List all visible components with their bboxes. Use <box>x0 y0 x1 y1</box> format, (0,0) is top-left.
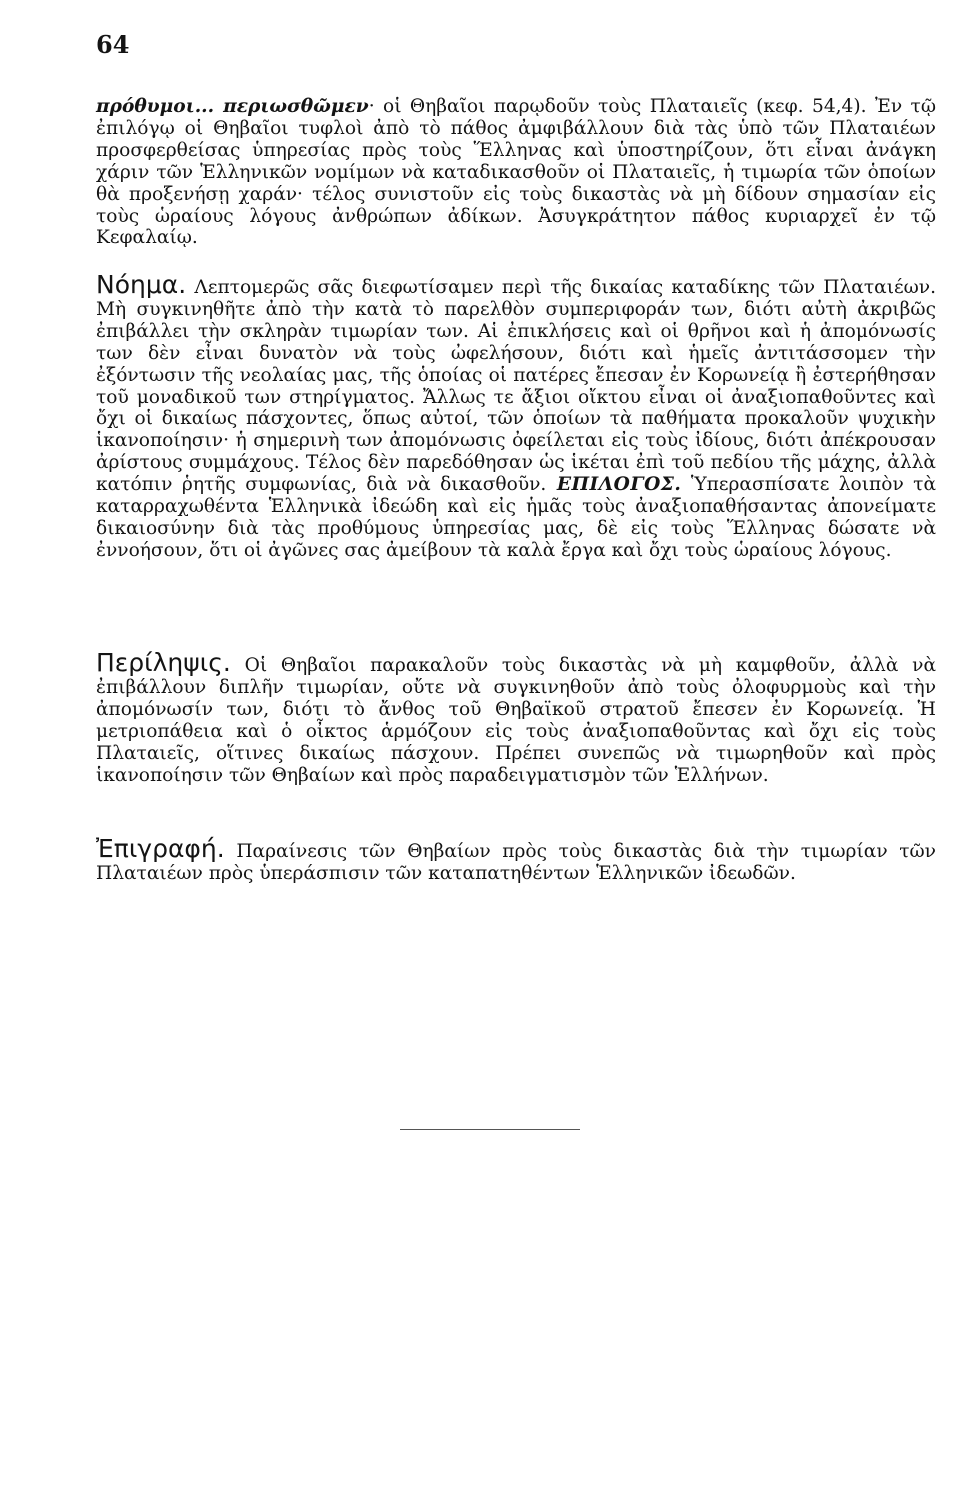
intro-text: · οἱ Θηβαῖοι παρῳδοῦν τοὺς Πλαταιεῖς (κεφ. 54,4). Ἐν τῷ ἐπιλόγῳ οἱ Θηβαῖοι τυφλοὶ ἀπὸ τὸ πάθος ἀμφιβάλλουν διὰ τὰς ὑπὸ τῶν Πλαταιέων προσφερθείσας ὑπηρεσίας πρὸς τοὺς Ἕλληνας καὶ ὑποστηρίζουν, ὅτι εἶναι ἀνάγκη χάριν τῶν Ἑλληνικῶν νομίμων νὰ καταδικασθοῦν οἱ Πλαταιεῖς, ἡ τιμωρία τῶν ὁποίων θὰ προξενήσῃ χαράν· τέλος συνιστοῦν εἰς τοὺς δικαστὰς νὰ μὴ δίδουν σημασίαν εἰς τοὺς ὡραίους λόγους ἀνθρώπων ἀδίκων. Ἀσυγκράτητον πάθος κυριαρχεῖ ἐν τῷ Κεφαλαίῳ. <box>96 96 936 249</box>
perilipsis-text: Οἱ Θηβαῖοι παρακαλοῦν τοὺς δικαστὰς νὰ μὴ καμφθοῦν, ἀλλὰ νὰ ἐπιβάλλουν διπλῆν τιμωρίαν, οὔτε νὰ συγκινηθοῦν ἀπὸ τοὺς ὀλοφυρμοὺς καὶ τὴν ἀπομόνωσίν των, διότι τὸ ἄνθος τοῦ Θηβαϊκοῦ στρατοῦ ἔπεσεν ἐν Κορωνείᾳ. Ἡ μετριοπάθεια καὶ ὁ οἶκτος ἁρμόζουν εἰς τοὺς ἀναξιοπαθοῦντας καὶ ὄχι εἰς τοὺς Πλαταιεῖς, οἵτινες δικαίως πάσχουν. Πρέπει συνεπῶς νὰ τιμωρηθοῦν καὶ πρὸς ἱκανοποίησιν τῶν Θηβαίων καὶ πρὸς παραδειγματισμὸν τῶν Ἑλλήνων. <box>96 655 936 786</box>
noima-paragraph <box>96 270 936 562</box>
intro-lead-italic: πρόθυμοι... περιωσθῶμεν <box>96 96 369 117</box>
noima-label: Νόημα. <box>96 270 187 299</box>
noima-text-before: Λεπτομερῶς σᾶς διεφωτίσαμεν περὶ τῆς δικαίας καταδίκης τῶν Πλαταιέων. Μὴ συγκινηθῆτε ἀπὸ τὴν κατὰ τὸ παρελθὸν συμπεριφοράν των, διότι αὐτὴ ἀκριβῶς ἐπιβάλλει τὴν σκληρὰν τιμωρίαν των. Αἱ ἐπικλήσεις καὶ οἱ θρῆνοι καὶ ἡ ἀπομόνωσίς των δὲν εἶναι δυνατὸν νὰ τοὺς ὠφελήσουν, διότι καὶ ἡμεῖς ἀντιτάσσομεν τὴν ἐξόντωσιν τῆς νεολαίας μας, τῆς ὁποίας οἱ πατέρες ἔπεσαν ἐν Κορωνείᾳ ἢ ἐστερήθησαν τοῦ μοναδικοῦ των στηρίγματος. Ἄλλως τε ἄξιοι οἴκτου εἶναι οἱ ἀναξιοπαθοῦντες καὶ ὄχι οἱ δικαίως πάσχοντες, ὅπως αὐτοί, τῶν ὁποίων τὰ παθήματα προκαλοῦν ψυχικὴν ἱκανοποίησιν· ἡ σημερινὴ των ἀπομόνωσις ὀφείλεται εἰς τοὺς ἰδίους, διότι ἀπέκρουσαν ἀρίστους συμμάχους. Τέλος δὲν παρεδόθησαν ὡς ἱκέται ἐπὶ τοῦ πεδίου τῆς μάχης, ἀλλὰ κατόπιν ῥητῆς συμφωνίας, διὰ νὰ δικασθοῦν. <box>96 277 936 496</box>
epigrafi-text: Παραίνεσις τῶν Θηβαίων πρὸς τοὺς δικαστὰς διὰ τὴν τιμωρίαν τῶν Πλαταιέων πρὸς ὑπεράσπισιν τῶν καταπατηθέντων Ἑλληνικῶν ἰδεωδῶν. <box>96 841 936 884</box>
epigrafi-paragraph <box>96 834 936 885</box>
perilipsis-label: Περίληψις. <box>96 648 231 677</box>
section-divider <box>400 1129 580 1130</box>
noima-text-after: Ὑπερασπίσατε λοιπὸν τὰ καταρραχωθέντα Ἑλληνικὰ ἰδεώδη καὶ εἰς ἡμᾶς τοὺς ἀναξιοπαθήσαντας ἀπονείματε δικαιοσύνην διὰ τὰς προθύμους ὑπηρεσίας μας, δὲ εἰς τοὺς Ἕλληνας δώσατε νὰ ἐννοήσουν, ὅτι οἱ ἀγῶνες σας ἀμείβουν τὰ καλὰ ἔργα καὶ ὄχι τοὺς ὡραίους λόγους. <box>96 474 936 561</box>
intro-paragraph <box>96 96 936 249</box>
epigrafi-label: Ἐπιγραφή. <box>96 834 225 863</box>
perilipsis-paragraph <box>96 648 936 786</box>
page-number: 64 <box>96 30 130 59</box>
epilogos-heading: ΕΠΙΛΟΓΟΣ. <box>546 474 682 496</box>
